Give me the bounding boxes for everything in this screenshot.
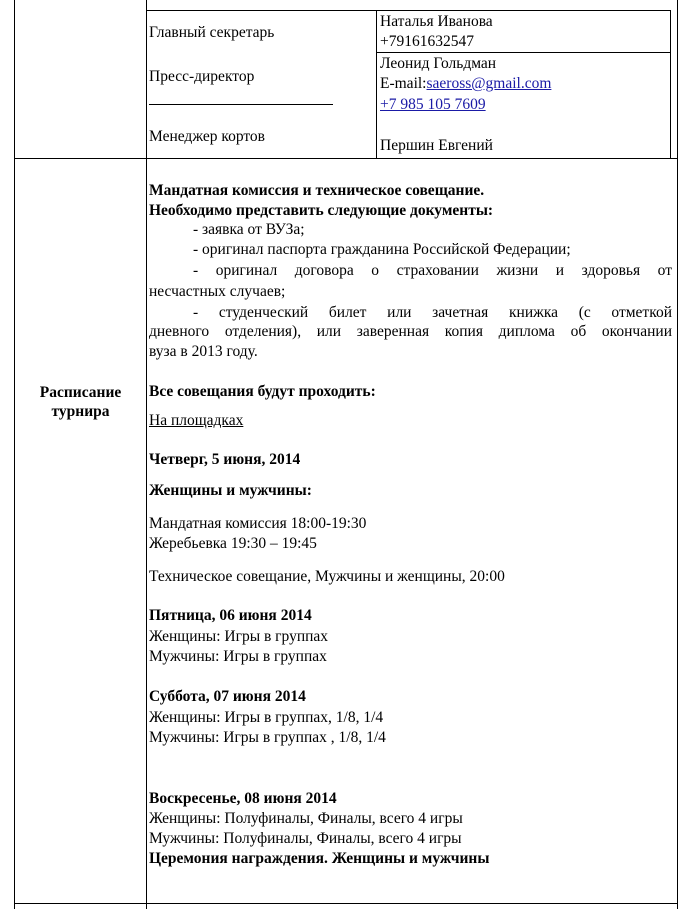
contacts-inner-column-divider — [376, 10, 377, 158]
doc-item-3-line-1: - оригинал договора о страховании жизни и здоровья от — [193, 262, 672, 279]
day1-subtitle: Женщины и мужчины: — [149, 482, 312, 499]
email-prefix: E-mail: — [380, 75, 427, 92]
role-court-manager: Менеджер кортов — [149, 128, 266, 145]
role-chief-secretary: Главный секретарь — [149, 24, 275, 41]
table-right-border — [677, 0, 678, 909]
day4-item-2: Мужчины: Полуфиналы, Финалы, всего 4 игры — [149, 830, 462, 847]
doc-item-2: - оригинал паспорта гражданина Российской Федерации; — [193, 241, 571, 258]
doc-item-4-line-3: вуза в 2013 году. — [149, 343, 258, 360]
meetings-place: На площадках — [149, 412, 244, 429]
day4-title: Воскресенье, 08 июня 2014 — [149, 790, 337, 807]
day3-item-1: Женщины: Игры в группах, 1/8, 1/4 — [149, 709, 384, 726]
doc-item-4-line-1: - студенческий билет или зачетная книжка (с отметкой — [193, 304, 672, 321]
role-press-director: Пресс-директор — [149, 68, 255, 85]
section-label-line2: турнира — [51, 403, 110, 420]
day1-title: Четверг, 5 июня, 2014 — [149, 451, 301, 468]
day4-item-3: Церемония награждения. Женщины и мужчины — [149, 850, 490, 867]
day3-item-2: Мужчины: Игры в группах , 1/8, 1/4 — [149, 729, 386, 746]
contact-name-chief-secretary: Наталья Иванова — [380, 13, 493, 30]
day2-item-2: Мужчины: Игры в группах — [149, 648, 327, 665]
contact-phone-chief-secretary: +79161632547 — [380, 33, 474, 50]
table-column-divider — [146, 0, 147, 909]
day2-title: Пятница, 06 июня 2014 — [149, 607, 312, 624]
docs-heading-2: Необходимо представить следующие документы: — [149, 202, 494, 219]
day4-item-1: Женщины: Полуфиналы, Финалы, всего 4 игры — [149, 810, 463, 827]
table-left-border — [14, 0, 15, 909]
doc-item-1: - заявка от ВУЗа; — [193, 221, 305, 238]
section-divider — [14, 158, 678, 159]
day3-title: Суббота, 07 июня 2014 — [149, 688, 306, 705]
docs-heading-1: Мандатная комиссия и техническое совещание. — [149, 182, 485, 199]
contact-email-line — [380, 75, 551, 93]
doc-item-3-line-2: несчастных случаев; — [149, 283, 286, 300]
contact-name-court-manager: Першин Евгений — [380, 137, 493, 154]
doc-item-4-line-2: дневного отделения), или заверенная копия диплома об окончании — [149, 323, 672, 340]
meetings-heading: Все совещания будут проходить: — [149, 383, 376, 400]
day1-item-2: Жеребьевка 19:30 – 19:45 — [149, 535, 317, 552]
contacts-left-row-divider — [149, 104, 333, 105]
email-link[interactable]: saeross@gmail.com — [426, 75, 552, 92]
contacts-top-border — [146, 10, 671, 11]
section-label-line1: Расписание — [39, 384, 122, 401]
day1-item-3: Техническое совещание, Мужчины и женщины, 20:00 — [149, 568, 505, 585]
day2-item-1: Женщины: Игры в группах — [149, 628, 329, 645]
section-label — [15, 383, 146, 421]
contact-name-press-director: Леонид Гольдман — [380, 55, 497, 72]
table-bottom-border — [14, 903, 678, 904]
contact-phone-press-director[interactable]: +7 985 105 7609 — [380, 96, 486, 113]
contacts-inner-right-border — [670, 10, 671, 158]
contacts-row-divider — [376, 52, 671, 53]
day1-item-1: Мандатная комиссия 18:00-19:30 — [149, 515, 367, 532]
